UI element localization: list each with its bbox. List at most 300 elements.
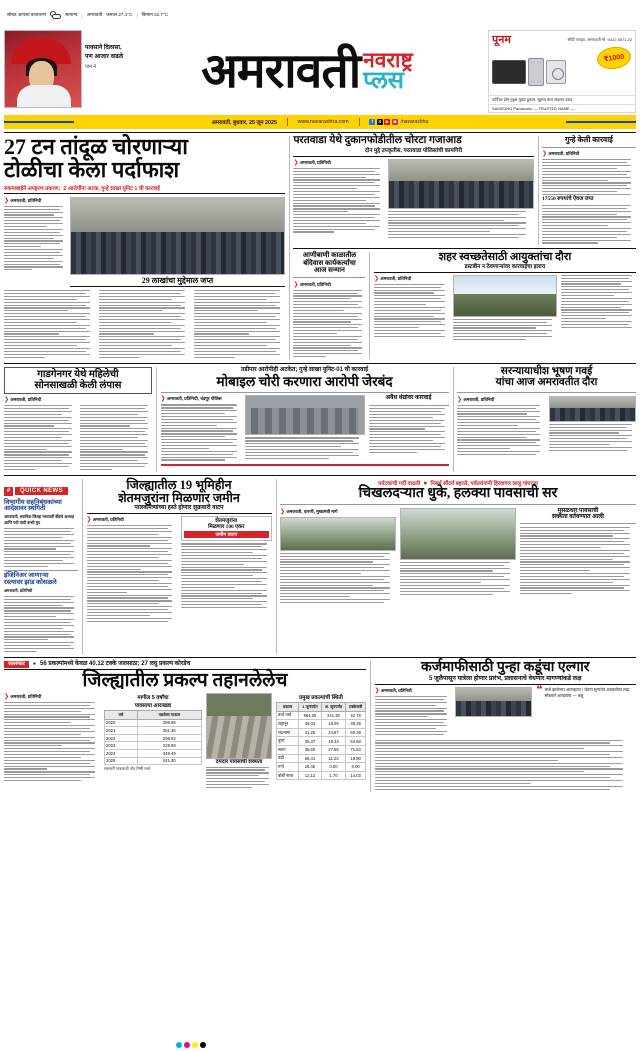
weather-min: किमान 22.7°C [141,12,169,17]
washing-machine-icon [546,60,566,84]
ad-header [489,31,635,48]
lead-lower-body [4,290,285,359]
partwada-text-1 [293,168,384,233]
lead-text-2 [4,290,95,358]
lead-photo [70,197,285,275]
proj-7-b: 1.70 [321,771,346,780]
website-url[interactable]: www.navarashtra.com [297,119,349,125]
band-lead [4,136,636,359]
bhumihin-highlight: जमीन वाटप [184,531,269,538]
lead-col-2 [70,197,285,287]
gadgenagar-headline-1: गाडगेनगर येथे महिलेची [37,369,119,381]
rain-year-3: 2023 [105,742,138,750]
quick-news-panel [4,479,78,654]
jalsankat-kicker: 56 प्रकल्पांमध्ये केवळ 40.12 टक्के जलसाठा; 27 लघु प्रकल्प कोरडेच [39,660,191,667]
lead-text-4 [194,290,285,358]
hash-icon: # [4,487,13,496]
proj-4-c: 71.63 [346,745,366,754]
refrigerator-icon [528,58,544,86]
proj-2-b: 24.87 [321,728,346,737]
chikhaldara-photo-2 [400,508,516,560]
proj-th-3: टक्केवारी [346,702,366,711]
story-swachhata [374,252,636,359]
proj-th-0: प्रकल्प [277,702,299,711]
masthead-page-ref: पान 4 [85,64,97,71]
chikhaldara-kicker-black: निसर्ग सौंदर्य बहरले, पर्वतरांगांनी हिरवागार शालू पांघरला [430,480,538,487]
cmyk-registration-marks [176,1042,206,1048]
story-jalsankat [4,661,366,792]
right-top-headline: गुन्हे केली कारवाई [565,135,613,144]
rain-val-0: 289.96 [137,719,201,727]
proj-2-name: चंद्रभागा [277,728,299,737]
partwada-photo [388,159,533,209]
project-table [276,702,366,780]
anganwadi-rule [293,277,365,278]
mobile-body [161,395,449,462]
column-sep-7 [276,479,277,654]
right-top-text-2 [542,205,636,244]
anganwadi-headline-2: बंदिवास कार्यकर्त्यांचा [303,258,356,267]
proj-th-1: 1 जूनपर्यंत [299,702,321,711]
swachhata-headline: शहर स्वच्छतेसाठी आयुक्तांचा दौरा [438,251,572,264]
band-rule-2 [4,475,636,476]
partwada-byline: ❯ अमरावती, प्रतिनिधी [293,159,331,166]
right-top-text [542,159,636,195]
project-header-row [277,702,366,711]
anganwadi-headline-3: आज सन्मान [313,265,345,274]
masthead-advertisement[interactable] [488,30,636,113]
rain-val-3: 228.98 [137,742,201,750]
rain-year-2: 2022 [105,734,138,742]
karjamafi-sub: 5 जुलैपासून यात्रेला होणार प्रारंभ, प्रशासनाचे वेधणार मागण्यांकडे लक्ष [375,675,637,685]
column-sep-8 [370,661,371,792]
band-rule-1 [4,363,636,364]
gavai-col-2 [549,396,637,457]
quick-news-item-1[interactable] [4,500,78,567]
proj-6-c: 0.00 [346,763,366,772]
anganwadi-headline-1: आणीबाणी काळातील [302,251,357,260]
bhumihin-callout-1: शेतमजुरांना [215,518,238,525]
cmyk-magenta [184,1042,190,1048]
date-bar [4,115,636,129]
column-sep-3 [369,252,370,359]
masthead [4,30,636,113]
karjamafi-byline: ❯ अमरावती, प्रतिनिधी [374,688,412,695]
gadgenagar-body [4,405,152,471]
partwada-text-2 [388,211,533,238]
masthead-brand-bottom: प्लस [363,68,404,95]
chikhaldara-body [280,508,636,605]
qn1-title-2: आदेशावर स्थगिती [4,505,46,513]
bhumihin-headline-1: जिल्ह्यातील 19 भूमिहीन [126,477,232,492]
gavai-body [457,396,636,457]
qn2-title-2: रस्त्यावर झाड कोसळले [4,579,57,587]
table-row [277,763,366,772]
rule-mid-1 [293,248,636,249]
quick-news-label: QUICK NEWS [15,487,68,495]
ad-offer-badge: ₹1000 [596,45,633,72]
gavai-text-2 [549,424,637,451]
proj-4-a: 38.60 [299,745,321,754]
story-chikhaldara [280,479,636,654]
rain-year-0: 2020 [105,719,138,727]
cmyk-black [200,1042,206,1048]
bhumihin-byline: ❯ अमरावती, प्रतिनिधी [86,517,124,524]
datebar-divider [287,118,288,126]
masthead-brand-top: नवराष्ट्र [363,47,413,72]
anganwadi-byline: ❯ अमरावती, प्रतिनिधी [293,281,331,288]
proj-0-name: उर्ध्व वर्धा [277,711,299,720]
chikhaldara-col-2 [400,508,516,605]
jalsankat-col-3 [206,693,272,790]
story-anganwadi [293,252,365,359]
story-mobile [161,367,449,471]
swachhata-byline: ❯ अमरावती, प्रतिनिधी [373,275,412,282]
lead-kicker-black: 2 आरोपींना अटक, गुन्हे शाखा युनिट 1 ची कारवाई [63,185,160,192]
rain-val-1: 351.36 [137,727,201,735]
social-handle: /navarashtra [400,119,429,125]
band-two [4,367,636,471]
bhumihin-callout [181,516,272,541]
lead-text-1 [4,206,66,271]
cmyk-yellow [192,1042,198,1048]
partwada-headline: परतवाडा येथे दुकानफोडीतील चोरटा गजाआड [293,135,462,146]
rain-year-4: 2024 [105,749,138,757]
facebook-icon[interactable]: f [369,119,375,125]
divider2: / [136,12,138,18]
youtube-icon[interactable]: ▶ [385,119,390,124]
right-top-note: 17550 रुपयांचे ऐवज जप्त [542,196,594,203]
bhumihin-text-2 [181,543,272,608]
table-row [277,728,366,737]
social-links[interactable] [369,119,428,125]
rain-th-0: वर्ष [105,710,138,719]
chikhaldara-byline: ❯ अमरावती, धारणी, मुख्यमंत्री मार्ग [280,508,338,515]
ad-tagline: सौदी प्लाझा, अमरावती मो. 9422 8571 22 [567,36,632,42]
qn1-byline: अमरावती, स्थानिक जिल्हा मध्यवर्ती बँकेचे अध्यक्ष आणि पदी वादी बन्सी मुद [4,514,75,526]
quick-news-item-2[interactable] [4,573,78,652]
divider: | [81,12,83,18]
swachhata-text-1 [374,284,449,337]
swachhata-col-1 [374,275,449,342]
chikhaldara-side-rule [520,523,636,524]
gadgenagar-box [4,367,152,394]
rain-table-footnote: सरासरी पावसाची नोंद मिमी मध्ये [104,766,151,772]
proj-7-a: 12.12 [299,771,321,780]
jalsankat-text-2 [206,767,272,788]
masthead-photo [4,30,82,108]
gadgenagar-text-1 [4,405,76,470]
gavai-headline-1: सरन्यायाधीश भूषण गवई [500,366,593,378]
ad-brand-name: पूनम [492,34,511,46]
bhumihin-callout-2: मिळणार 100 एकर [208,523,245,530]
bhumihin-col-1 [87,516,178,623]
proj-2-c: 60.29 [346,728,366,737]
quick-news-badge [4,487,68,496]
weather-label: सोबत आपला वातावरण [7,12,47,17]
rain-table-header-row [105,710,202,719]
mobile-text-1 [161,404,241,460]
lead-lower-2 [99,290,190,359]
band-rule-3 [4,657,636,658]
column-sep-1 [289,136,290,359]
story-partwada [293,136,533,245]
qn1-text [4,528,78,567]
chikhaldara-text-3 [520,527,636,595]
gadgenagar-col-1 [4,405,76,471]
swachhata-block [293,252,636,359]
mobile-red-rule [161,464,449,465]
chikhaldara-side-2: शक्यता वर्तवण्यात आली [552,513,604,520]
swachhata-sub: डस्टबीन न ठेवणाऱ्यांवर कारवाईचा इशारा [374,264,636,273]
swachhata-body [374,275,636,342]
proj-3-b: 19.34 [321,737,346,746]
jalsankat-body [4,693,366,790]
chikhaldara-photo-1 [280,517,396,551]
weather-condition: सामान्य [65,12,78,17]
rain-table-title-2: पावसाचा आराखडा [134,702,172,709]
issue-date: अमरावती, बुधवार, 25 जून 2025 [211,120,277,126]
column-sep-2 [538,136,539,245]
proj-1-c: 39.29 [346,720,366,729]
masthead-brand [363,47,413,95]
proj-5-name: पढी [277,754,299,763]
karjamafi-text-2 [375,740,637,790]
table-row [105,719,202,727]
lead-byline: ❯ अमरावती, प्रतिनिधी [4,197,42,204]
jalsankat-headline: जिल्ह्यातील प्रकल्प तहानलेलेच [82,670,288,692]
gavai-photo [549,396,637,422]
bhumihin-sub: पालकमंत्र्यांच्या हस्ते होणार शुक्रवारी वाटप [87,505,272,515]
partwada-sub: दोन मुद्दे उपकृतीस, परतवाडा पोलिसांची कामगिरी [293,147,533,157]
proj-3-c: 54.68 [346,737,366,746]
weather-max: कमाल 27.4°C [106,12,133,17]
proj-th-2: अ. जूनपर्यंत [321,702,346,711]
body-shape [17,85,71,107]
top-rule [4,132,636,133]
mobile-kicker: तडीपार आरोपीही अटकेत; गुन्हे शाखा युनिट-01 ची कारवाई [240,367,369,374]
rain-val-4: 349.49 [137,749,201,757]
chikhaldara-text-2 [400,562,516,595]
proj-5-c: 19.90 [346,754,366,763]
masthead-title [126,30,488,113]
mobile-text-3 [369,408,449,453]
table-row [105,727,202,735]
rain-table-title-1: मागील 5 वर्षांचा [137,694,169,701]
chikhaldara-headline: चिखलदऱ्यात धुके, हलक्या पावसाची सर [358,485,558,501]
gavai-rule [457,392,636,393]
table-row [277,711,366,720]
lead-headline-line1: 27 टन तांदूळ चोरणाऱ्या [4,134,188,159]
jalsankat-byline: ❯ अमरावती, प्रतिनिधी [4,693,42,700]
proj-3-name: पूर्णा [277,737,299,746]
lead-col-1 [4,197,66,287]
karjamafi-col-2 [455,687,532,736]
mobile-photo [245,395,365,435]
bhumihin-body [87,516,272,623]
qn1-title-1: विभागीय सहनिबंधकांच्या [4,498,62,506]
gavai-col-1 [457,396,545,457]
band-four [4,661,636,792]
proj-4-b: 27.65 [321,745,346,754]
gadgenagar-headline-2: सोनसाखळी केली लंपास [34,379,122,391]
lead-story [4,136,285,359]
story-karjamafi [375,661,637,792]
column-sep-6 [82,479,83,654]
ad-partners [489,104,635,112]
instagram-icon[interactable]: ◙ [393,119,397,124]
proj-0-a: 564.05 [299,711,321,720]
jalsankat-rain-table-wrap [104,693,202,790]
chikhaldara-kicker-red: पर्यटकांची गर्दी वाढली [378,480,421,487]
proj-6-name: गर्गा [277,763,299,772]
proj-7-name: बोर्डी नाला [277,771,299,780]
swachhata-col-3 [561,275,636,342]
table-row [105,742,202,750]
table-row [277,720,366,729]
swachhata-text-2 [453,319,558,340]
qn2-text [4,596,78,652]
qn2-byline: अमरावती, प्रतिनिधी [4,587,33,593]
jalsankat-project-table-wrap [276,693,366,790]
bullet-icon: ● [423,479,428,487]
dam-photo [206,693,272,759]
lead-photo-caption: 29 लाखांचा मुद्देमाल जप्त [70,275,285,287]
lead-body [4,197,285,287]
qn-divider [4,570,78,571]
proj-5-b: 11.23 [321,754,346,763]
lead-text-3 [99,290,190,358]
weather-strip [4,0,636,30]
jalsankat-text-1 [4,702,100,781]
karjamafi-headline: कर्जमाफीसाठी पुन्हा कडूंचा एल्गार [420,659,590,675]
proj-1-a: 46.04 [299,720,321,729]
rain-year-5: 2025 [105,757,138,765]
story-gadgenagar [4,367,152,471]
ad-line: फर्निचर होम गुड्स मुख्य दुकान, खुल्या माल सवलत दरात [492,97,573,102]
ad-footer [489,95,635,104]
karjamafi-quote-text: कर्ज झालेल्या आत्महत्या ! चेतना शून्यतेत अडकलेला लढा सोडवणे आवश्यक — कडू [544,687,630,698]
mobile-col-2 [245,395,365,462]
karjamafi-body [374,684,637,736]
table-row [105,749,202,757]
cmyk-cyan [176,1042,182,1048]
swachhata-col-2 [453,275,558,342]
proj-4-name: सपन [277,745,299,754]
proj-7-c: 14.03 [346,771,366,780]
table-row [277,754,366,763]
datebar-divider-2 [359,118,360,126]
masthead-kicker [82,30,126,113]
bhumihin-col-2 [181,516,272,623]
chikhaldara-text-1 [280,553,396,603]
table-row [277,737,366,746]
proj-2-a: 41.25 [299,728,321,737]
qn2-title-1: इंजिनिअर जाणाऱ्या [4,572,49,580]
mobile-side-rule [369,405,449,406]
partwada-block [293,136,636,245]
masthead-title-main: अमरावती [201,44,361,98]
swachhata-photo [453,275,558,317]
chikhaldara-col-1 [280,508,396,605]
lead-lower-1 [4,290,95,359]
karjamafi-quote [536,684,636,698]
proj-6-b: 0.00 [321,763,346,772]
proj-0-b: 241.30 [321,711,346,720]
band-lead-right [293,136,636,359]
weather-city: अमरावती [86,12,103,17]
table-row [277,771,366,780]
jalsankat-tag: जलसंकट [4,661,29,668]
lead-headline-line2: टोळीचा केला पर्दाफाश [4,156,180,182]
jalsankat-col-1 [4,693,100,790]
story-right-top [542,136,636,245]
mobile-headline: मोबाइल चोरी करणारा आरोपी जेरबंद [216,373,393,389]
gavai-text-1 [457,405,545,455]
bhumihin-headline-2: शेतमजुरांना मिळणार जमीन [118,490,240,505]
x-icon[interactable]: X [378,119,382,124]
karjamafi-col-1 [375,687,452,736]
bhumihin-text-1 [87,525,178,622]
mobile-text-2 [245,437,365,458]
television-icon [492,60,526,84]
rain-val-2: 296.02 [137,734,201,742]
gadgenagar-byline: ❯ अमरावती, प्रतिनिधी [4,397,42,404]
karjamafi-photo [455,687,532,717]
jalsankat-note: दमदार पावसाची शक्यता [215,758,263,765]
chikhaldara-col-3 [520,508,636,605]
partwada-col-2 [388,159,533,240]
column-sep-4 [156,367,157,471]
lead-kicker-red: रुकमाबाईने अपहरण प्रकरण; [4,185,61,192]
right-top-byline: ❯ अमरावती, प्रतिनिधी [542,151,580,158]
table-row [105,757,202,765]
gadgenagar-col-2 [80,405,152,471]
right-top-rule [542,147,636,148]
column-sep-5 [453,367,454,471]
partwada-col-1 [293,159,384,240]
table-row [277,745,366,754]
proj-3-a: 35.37 [299,737,321,746]
bullet-icon-2: ● [32,661,36,668]
chikhaldara-rule [280,504,636,505]
gavai-byline: ❯ अमरावती, प्रतिनिधी [457,396,495,403]
rain-table [104,710,202,765]
karjamafi-text-1 [375,696,452,735]
sun-cloud-icon [50,11,61,19]
masthead-kicker-text: पावसाने दिलासा, पण आजार वाढले [85,45,124,60]
anganwadi-text [293,290,365,358]
rain-val-5: 241.30 [137,757,201,765]
lead-lower-3 [194,290,285,359]
proj-1-b: 18.09 [321,720,346,729]
rain-year-1: 2021 [105,727,138,735]
story-bhumihin [87,479,272,654]
chikhaldara-side-1: मुसळधार पावसाची [557,507,599,514]
mobile-col-1 [161,395,241,462]
swachhata-text-3 [561,275,636,328]
proj-0-c: 42.78 [346,711,366,720]
quote-icon: ❝ [536,684,543,697]
gavai-headline-2: यांचा आज अमरावतीत दौरा [495,377,598,389]
mobile-col-3 [369,395,449,462]
ad-partners-text: SAMSUNG Panasonic — TRUSTED NAME — [492,106,575,111]
proj-1-name: शहानूर [277,720,299,729]
table-row [105,734,202,742]
band-three [4,479,636,654]
rain-th-1: पडलेला पाऊस [137,710,201,719]
partwada-body [293,159,533,240]
